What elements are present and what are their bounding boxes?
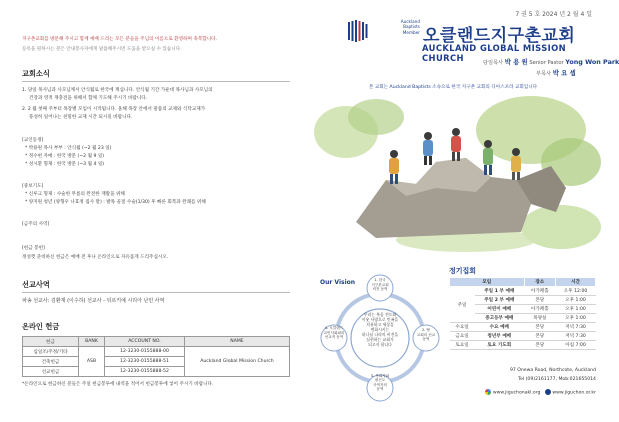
- schedule-day: 수요일: [450, 323, 475, 332]
- schedule-name: 어린이 예배: [475, 305, 524, 314]
- globe-icon: [485, 389, 491, 395]
- assoc-role: 부목사: [536, 71, 552, 77]
- vision-title: Our Vision: [320, 279, 356, 286]
- schedule-day: 금요일: [450, 332, 475, 341]
- vision-center-line: 변화시키는: [370, 327, 390, 333]
- assoc-name: 박 요 셉: [552, 69, 576, 77]
- vision-node-2: [413, 328, 439, 342]
- schedule-place: 아가페홀: [524, 305, 556, 314]
- vision-node-line: 평신도: [374, 378, 386, 383]
- vision-node-line: 3. 목회자와: [370, 374, 390, 378]
- website-link-2[interactable]: www.jiguchon.or.kr: [552, 390, 596, 396]
- news-divider: [22, 81, 290, 82]
- table-row: [450, 341, 596, 350]
- bank-name: ASB: [79, 347, 105, 377]
- websites: [449, 389, 596, 397]
- schedule-name: 주일 2 부 예배: [475, 296, 524, 305]
- vision-center-line: 실현하는 교회가: [366, 337, 394, 343]
- schedule-time: 저녁 7:30: [556, 323, 596, 332]
- schedule-time: 저녁 7:30: [556, 332, 596, 341]
- website-link-1[interactable]: www.jiguchonakl.org: [492, 390, 541, 396]
- schedule-day: 주일: [450, 287, 475, 323]
- prayer-line: * 신루크 형제 : 수술한 무릎의 완전한 재활을 위해: [25, 192, 125, 197]
- travel-line: * 박용원 목사 부부 : 안식월 (~2 월 23 일): [25, 146, 112, 151]
- tagline: 본 교회는 Auckland Baptists 소속으로 한국 지구촌 교회의 디아스포라 교회입니다: [368, 85, 538, 90]
- table-header: 모임: [450, 278, 525, 287]
- church-name-en: AUCKLAND GLOBAL MISSION CHURCH: [422, 43, 567, 63]
- vision-node-line: 교회의 선교: [416, 332, 436, 337]
- vision-node-line: 사역자의: [373, 382, 387, 387]
- schedule-time: 아침 7:00: [556, 341, 596, 350]
- cross-logo-icon: [348, 20, 368, 42]
- vision-node-line: 교민사회와의: [323, 330, 345, 335]
- travel-title: [교인동정]: [22, 138, 44, 143]
- logo-text: Member: [402, 29, 420, 35]
- hiking-illustration: [316, 92, 596, 250]
- table-header: ACCOUNT NO.: [105, 337, 185, 347]
- offering-note-text: 정성껏 준비하신 헌금은 예배 전 후나 온라인으로 자유롭게 드리주십시오.: [22, 255, 169, 260]
- vision-center-line: 이웃 사랑으로 민족을: [361, 317, 399, 323]
- online-footnote: *온라인으로 헌금하신 분들은 주일 헌금봉투에 내역을 적어서 헌금봉투에 넣어 주시기 바랍니다.: [22, 382, 214, 387]
- welcome-line-1: 지구촌교회를 방문해 주시고 함께 예배 드리는 모든 분들을 주님의 이름으로 환영하며 축복합니다.: [22, 37, 218, 42]
- schedule-title: 정기집회: [449, 267, 477, 275]
- schedule-place: 목양실: [524, 314, 556, 323]
- left-page: [22, 0, 290, 422]
- table-row: [450, 323, 596, 332]
- vision-center-text: [351, 312, 409, 348]
- vision-node-line: 2. 땅: [421, 328, 431, 332]
- schedule-time: 오후 1:00: [556, 314, 596, 323]
- globe-icon: [545, 389, 551, 395]
- vision-node-1: [367, 278, 393, 292]
- travel-line: * 정수현 자매 : 한국 방문 (~2 월 9 일): [25, 154, 105, 159]
- church-name-ko: 오클랜드지구촌교회: [423, 26, 576, 46]
- schedule-place: 본당: [524, 341, 556, 350]
- missionary-text: 파송 선교사: 김환재 (이수하) 선교사 - 뒤르키예 시리아 난민 사역: [22, 298, 165, 304]
- schedule-time: 오후 1:00: [556, 296, 596, 305]
- table-row: [450, 287, 596, 296]
- account-name: Auckland Global Mission Church: [185, 347, 290, 377]
- online-title: 온라인 헌금: [22, 322, 60, 331]
- account-number: 12-3230-0155888-52: [105, 367, 185, 377]
- vision-center-line: 되고자 합니다: [368, 342, 392, 348]
- schedule-name: 중고등부 예배: [475, 314, 524, 323]
- vision-node-4: [321, 326, 347, 340]
- vision-node-line: 1. 한국: [374, 278, 386, 282]
- table-row: [450, 332, 596, 341]
- issue-line: 7 권 5 호 2024 년 2 월 4 일: [515, 11, 592, 18]
- missionary-divider: [22, 292, 290, 293]
- vision-node-line: 동역: [376, 387, 384, 392]
- pastor-name-en: Yong Won Park: [565, 58, 619, 66]
- pastor-name: 박 용 원: [504, 58, 528, 66]
- table-header: 시간: [556, 278, 596, 287]
- account-number: 12-3230-0155888-51: [105, 357, 185, 367]
- table-row: [23, 347, 290, 357]
- vision-node-line: 비전 동역: [372, 287, 388, 292]
- cross-logo: [348, 20, 368, 42]
- logo-text: Baptists: [403, 24, 420, 30]
- news-item-2b: 풍성히 일어나는 친밀한 교제 시간 되시길 바랍니다.: [29, 115, 133, 120]
- vision-center-line: 하나님 나라의 비전을: [361, 332, 399, 338]
- offering-kind: 건축헌금: [23, 357, 79, 367]
- hikers-on-rocks-illustration: [316, 92, 596, 250]
- schedule-place: 본당: [524, 296, 556, 305]
- schedule-name: 주일 1 부 예배: [475, 287, 524, 296]
- schedule-time: 오후 1:00: [556, 305, 596, 314]
- schedule-name: 토요 기도회: [475, 341, 524, 350]
- table-header: 헌금: [23, 337, 79, 347]
- welcome-line-2: 등록을 원하시는 분은 안내봉사자에게 말씀해주시면 도움을 받으실 수 있습니다.: [22, 47, 182, 52]
- associate-pastor: [536, 69, 576, 78]
- table-header: BANK: [79, 337, 105, 347]
- schedule-table: [449, 277, 596, 350]
- offering-kind: 선교헌금: [23, 367, 79, 377]
- news-title: 교회소식: [22, 69, 50, 78]
- schedule-place: 본당: [524, 332, 556, 341]
- vision-node-line: 동역: [422, 337, 430, 342]
- missionary-title: 선교사역: [22, 280, 50, 289]
- pastor-role-en: Senior Pastor: [529, 60, 564, 66]
- vision-node-3: [367, 374, 393, 392]
- phone: Tel (09)2161177, Mob:021655014: [518, 377, 596, 382]
- schedule-time: 오후 12:00: [556, 287, 596, 296]
- account-number: 12-3230-0155888-00: [105, 347, 185, 357]
- news-item-2a: 2. 2 월 첫째 주부터 목장별 모임이 시작됩니다. 올해 목장 안에서 말씀의 교제와 식탁교제가: [22, 107, 206, 112]
- vision-node-line: 선교적 동역: [324, 335, 344, 340]
- offering-kind: 십일조/주정/기타: [23, 347, 79, 357]
- sermon-label: [금주의 사역]: [22, 222, 50, 227]
- vision-center-line: 우리는 복음 전도와: [363, 312, 397, 317]
- news-item-1b: 건강과 영적 재충전을 위해서 함께 기도해 주시기 바랍니다.: [29, 96, 148, 101]
- vision-node-line: 4. 오클랜드: [324, 326, 344, 330]
- schedule-place: 본당: [524, 323, 556, 332]
- pastor-role: 담임목사: [483, 60, 504, 66]
- news-item-1a: 1. 당일 목사님과 사모님께서 안식월로 한국에 계십니다. 안식월 기간 가운데 목사님과 사모님의: [22, 88, 213, 93]
- travel-line: * 성시환 형제 : 한국 방문 (~3 월 4 일): [25, 162, 105, 167]
- offering-note-title: [헌금 봉헌]: [22, 246, 45, 251]
- prayer-title: [중보기도]: [22, 184, 44, 189]
- schedule-name: 수요 예배: [475, 323, 524, 332]
- right-page: [308, 0, 619, 422]
- address: 97 Onewa Road, Northcote, Auckland: [509, 368, 596, 373]
- table-header: 장소: [524, 278, 556, 287]
- vision-center-line: 치유하고 세상을: [366, 322, 394, 328]
- schedule-place: 아가페홀: [524, 287, 556, 296]
- baptists-member-label: [396, 19, 420, 35]
- prayer-line: * 양지원 청년 (양형우 나효정 집사 딸) : 발목 골절 수술(1/30) 후 빠른 회복과 완쾌를 위해: [25, 200, 206, 205]
- vision-node-line: 지구촌교회: [371, 282, 389, 287]
- table-header: NAME: [185, 337, 290, 347]
- schedule-day: 토요일: [450, 341, 475, 350]
- logo-text: Auckland: [400, 19, 420, 24]
- online-giving-table: [22, 336, 290, 377]
- schedule-name: 청년부 예배: [475, 332, 524, 341]
- senior-pastor: [483, 58, 619, 67]
